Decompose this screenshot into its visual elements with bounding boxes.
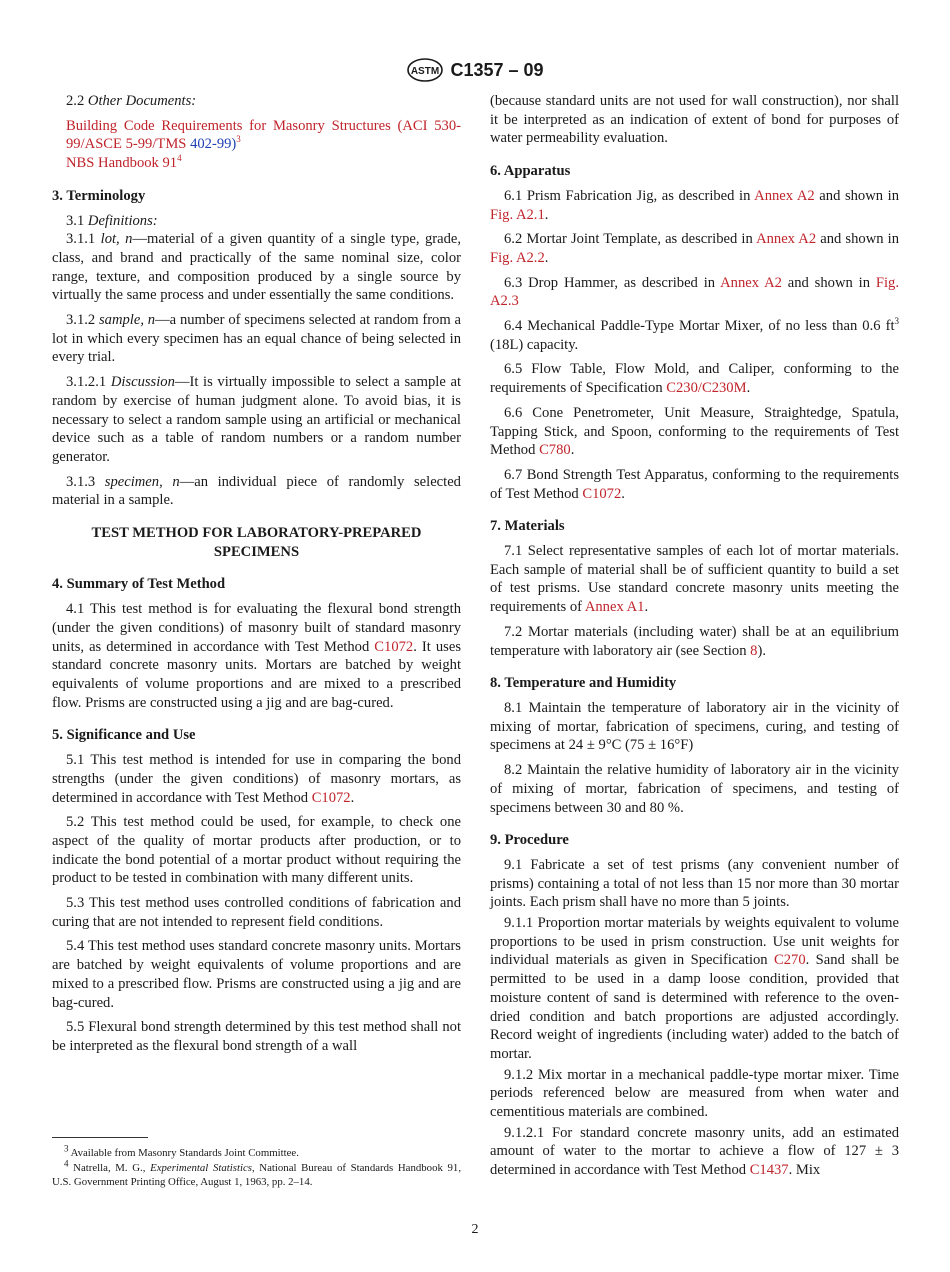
section-5-heading: 5. Significance and Use	[52, 727, 196, 744]
link-annex-a2[interactable]: Annex A2	[720, 274, 782, 291]
paragraph-6-1: 6.1 Prism Fabrication Jig, as described in Annex A2 and shown in Fig. A2.1.	[490, 187, 899, 223]
definition-lot: 3.1.1 lot, n—material of a given quantity of a single type, grade, class, and brand and practically of the same nominal size, color range, texture, and composition produced by a single source by virtually the same process and under essentially the same conditions.	[52, 231, 462, 304]
footnotes	[52, 1143, 462, 1190]
astm-logo-icon	[406, 57, 444, 83]
paragraph-5-2: 5.2 This test method could be used, for example, to check one aspect of the quality of mortar products after production, or to indicate the bond potential of a mortar product without requiring the product to be tested in combination with many different units.	[52, 814, 461, 887]
link-fig-a2-1[interactable]: Fig. A2.1	[490, 206, 545, 223]
section-3-heading: 3. Terminology	[52, 187, 146, 204]
section-7-heading: 7. Materials	[490, 518, 565, 535]
footnote-4: $^4$ Natrella, M. G., Experimental Statistics, National Bureau of Standards Handbook 91, U.S. Government Printing Office, August 1, 1963, pp. 2–14.	[52, 1158, 462, 1188]
right-column	[490, 92, 899, 1186]
reference-nbs-handbook[interactable]: NBS Handbook $91^4$	[66, 153, 182, 172]
paragraph-9-1-2-1: 9.1.2.1 For standard concrete masonry units, add an estimated amount of water to the mortar to achieve a flow of 127 ± 3 determined in accordance with Test Method C1437. Mix	[490, 1124, 899, 1179]
test-method-heading: TEST METHOD FOR LABORATORY-PREPARED SPECIMENS	[91, 525, 422, 560]
paragraph-7-2: 7.2 Mortar materials (including water) shall be at an equilibrium temperature with laboratory air (see Section 8).	[490, 623, 899, 659]
section-8-heading: 8. Temperature and Humidity	[490, 675, 677, 692]
discussion-sample: 3.1.2.1 Discussion—It is virtually impossible to select a sample at random by exercise of human judgment alone. To avoid bias, it is necessary to select a random sample using an artificial or mechanical device such as a table of random numbers or a random number generator.	[52, 374, 461, 465]
link-fig-a2-2[interactable]: Fig. A2.2	[490, 249, 545, 266]
section-3-1: 3.1 Definitions:	[66, 212, 158, 229]
footnote-3: $^3$ Available from Masonry Standards Joint Committee.	[64, 1143, 299, 1159]
paragraph-6-2: 6.2 Mortar Joint Template, as described in Annex A2 and shown in Fig. A2.2.	[490, 231, 900, 266]
paragraph-8-2: 8.2 Maintain the relative humidity of laboratory air in the vicinity of mixing of mortar, fabrication of specimens, and testing of specimens between 30 and 80 %.	[490, 762, 899, 816]
section-9-heading: 9. Procedure	[490, 832, 569, 849]
page-number: 2	[471, 1222, 479, 1237]
section-6-heading: 6. Apparatus	[490, 163, 571, 180]
paragraph-6-3: 6.3 Drop Hammer, as described in Annex A2 and shown in Fig. A2.3	[490, 274, 899, 310]
link-section-8[interactable]: 8	[750, 642, 758, 659]
paragraph-5-1: 5.1 This test method is intended for use in comparing the bond strengths (under the given conditions) of masonry mortars, as determined in accordance with Test Method C1072.	[52, 752, 461, 806]
paragraph-6-4: 6.4 Mechanical Paddle-Type Mortar Mixer, of no less than 0.6 $ft^3$ (18L) capacity.	[490, 316, 899, 353]
paragraph-8-1: 8.1 Maintain the temperature of laboratory air in the vicinity of mixing of mortar, fabrication of specimens, curing, and testing of specimens at 24 ± 9°C (75 ± 16°F)	[490, 699, 899, 754]
paragraph-9-1-1: 9.1.1 Proportion mortar materials by weights equivalent to volume proportions to be used in prism construction. Use unit weights for individual materials as given in Specification C270. Sand shall be permitted to be used in a damp loose condition, provided that moisture content of sand is determined with reference to the oven-dried condition and batch proportions are adjusted accordingly. Record weight of ingredients (including water) added to the batch of mortar.	[490, 915, 899, 1062]
link-annex-a2[interactable]: Annex A2	[756, 231, 817, 248]
standard-designation: C1357 – 09	[450, 59, 544, 80]
paragraph-5-3: 5.3 This test method uses controlled conditions of fabrication and curing that are not intended to represent field conditions.	[52, 895, 461, 930]
definition-specimen: 3.1.3 specimen, n—an individual piece of randomly selected material in a sample.	[52, 473, 461, 509]
link-c1072[interactable]: C1072	[374, 638, 414, 655]
paragraph-5-5: 5.5 Flexural bond strength determined by this test method shall not be interpreted as the flexural bond strength of a wall	[52, 1019, 461, 1054]
link-c230[interactable]: C230/C230M	[666, 380, 747, 397]
section-2-2: 2.2 Other Documents:	[66, 93, 197, 109]
footnote-divider	[52, 1137, 148, 1138]
paragraph-6-7: 6.7 Bond Strength Test Apparatus, conforming to the requirements of Test Method C1072.	[490, 466, 899, 502]
paragraph-9-1-2: 9.1.2 Mix mortar in a mechanical paddle-type mortar mixer. Time periods referenced below are measured from when water and cementitious materials are combined.	[490, 1066, 899, 1121]
link-c1072[interactable]: C1072	[311, 789, 351, 806]
paragraph-5-5-continued: (because standard units are not used for wall construction), nor shall it be interpreted as an indication of extent of bond for purposes of water permeability evaluation.	[490, 93, 899, 147]
paragraph-5-4: 5.4 This test method uses standard concrete masonry units. Mortars are batched by weight equivalents of volume proportions and are mixed to a prescribed flow. Prisms are constructed using a jig and are bag-cured.	[52, 938, 461, 1011]
paragraph-6-5: 6.5 Flow Table, Flow Mold, and Caliper, conforming to the requirements of Specification C230/C230M.	[490, 361, 899, 397]
left-column	[52, 92, 461, 1062]
link-c780[interactable]: C780	[539, 442, 571, 459]
link-c270[interactable]: C270	[774, 952, 806, 969]
link-fig-a2-3[interactable]: Fig. A2.3	[490, 274, 899, 310]
paragraph-6-6: 6.6 Cone Penetrometer, Unit Measure, Straightedge, Spatula, Tapping Stick, and Spoon, conforming to the requirements of Test Method C780.	[490, 404, 899, 459]
link-annex-a2[interactable]: Annex A2	[754, 187, 815, 204]
paragraph-4-1: 4.1 This test method is for evaluating the flexural bond strength (under the given conditions) of masonry built of standard masonry units, as determined in accordance with Test Method C1072. It uses standard concrete masonry units. Mortars are batched by weight equivalents of volume proportions and are mixed to a prescribed flow. Prisms are constructed using a jig and are bag-cured.	[52, 601, 461, 711]
link-annex-a1[interactable]: Annex A1	[584, 599, 645, 616]
reference-aci-530[interactable]: Building Code Requirements for Masonry Structures (ACI 530-99/ASCE 5-99/TMS 402-99)$^3$	[66, 117, 461, 153]
paragraph-7-1: 7.1 Select representative samples of each lot of mortar materials. Each sample of material shall be of sufficient quantity to build a set of test prisms. Use standard concrete masonry units meeting the requirements of Annex A1.	[490, 543, 899, 616]
svg-text:ASTM: ASTM	[411, 66, 440, 77]
paragraph-9-1: 9.1 Fabricate a set of test prisms (any convenient number of prisms) containing a total of not less than 15 nor more than 30 mortar joints. Each prism shall have no more than 5 joints.	[490, 856, 899, 911]
section-4-heading: 4. Summary of Test Method	[52, 576, 226, 593]
definition-sample: 3.1.2 sample, n—a number of specimens selected at random from a lot in which every specimen has an equal chance of being selected in every trial.	[52, 312, 461, 366]
link-c1437[interactable]: C1437	[749, 1162, 789, 1179]
link-c1072[interactable]: C1072	[582, 485, 622, 502]
page-header	[0, 57, 950, 83]
